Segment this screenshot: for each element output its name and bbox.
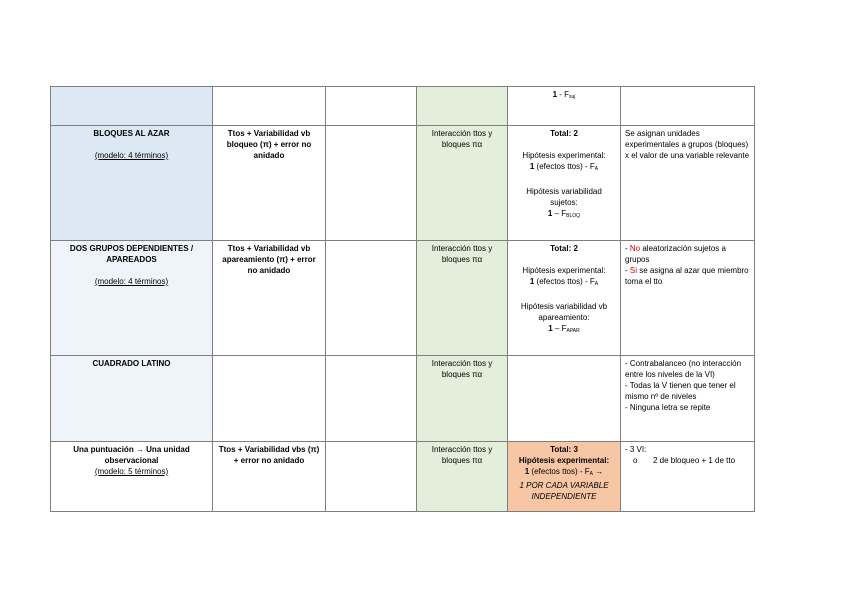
hyp-sub: A [589,471,594,477]
note-line [625,243,750,265]
notes-cell [621,126,755,241]
hypothesis-cell [508,241,621,356]
note-emphasis: Si [629,266,638,275]
note-dash: - [625,266,630,275]
note-text: se asigna al azar que miembro toma el tto [625,266,749,286]
hyp-text: – F [552,324,567,333]
notes-cell [621,87,755,126]
hyp-sub: APAR [566,328,580,334]
hypothesis-cell [508,126,621,241]
note-line: - Contrabalanceo (no interacción entre los niveles de la VI) [625,359,742,379]
interaction-cell [417,241,508,356]
hyp-sub: suj [569,94,576,100]
total-label: Total: 2 [550,244,578,253]
table-row [51,442,755,512]
model-terms: (modelo: 4 términos) [94,277,169,286]
hyp-text: - F [557,90,570,99]
hyp-var-label: Hipótesis variabilidad sujetos: [526,187,602,207]
interaction-cell [417,356,508,442]
hyp-sub: A [594,281,599,287]
terms-cell [213,356,326,442]
hyp-num: 1 [547,209,553,218]
interaction-text: Interacción ttos y bloques πα [431,129,493,149]
total-label: Total: 2 [550,129,578,138]
design-table [50,86,755,512]
note-line: - 3 VI: [625,445,647,454]
empty-cell [326,241,417,356]
hyp-var-label: Hipótesis variabilidad vb apareamiento: [520,302,608,322]
table-row [51,241,755,356]
hyp-num: 1 [529,277,535,286]
hyp-num: 1 [548,324,553,333]
note-dash: - [625,244,630,253]
empty-cell [326,126,417,241]
design-name-cell [51,241,213,356]
model-terms: (modelo: 5 términos) [94,467,169,476]
hyp-exp-label: Hipótesis experimental: [518,456,610,465]
hyp-sub: A [594,166,599,172]
design-name: DOS GRUPOS DEPENDIENTES / APAREADOS [69,244,194,264]
notes-text: Se asignan unidades experimentales a grupos (bloques) x el valor de una variable relevante [625,129,750,160]
hyp-sub: BLOQ [566,213,581,219]
arrow-symbol: → [593,467,604,476]
notes-cell [621,356,755,442]
design-name-cell [51,442,213,512]
hyp-exp-label: Hipótesis experimental: [522,266,606,275]
design-name: BLOQUES AL AZAR [93,129,170,138]
hyp-num: 1 [524,467,530,476]
table-row [51,126,755,241]
hypothesis-cell [508,87,621,126]
terms-text: Ttos + Variabilidad vbs (π) + error no anidado [218,445,320,465]
hyp-text: (efectos ttos) - F [534,277,595,286]
hyp-text: – F [552,209,567,218]
note-line: - Ninguna letra se repite [625,403,711,412]
note-emphasis: No [629,244,641,253]
empty-cell [326,442,417,512]
terms-text: Ttos + Variabilidad vb apareamiento (π) + error no anidado [222,244,316,275]
hyp-exp-label: Hipótesis experimental: [522,151,606,160]
design-name-cell [51,87,213,126]
hyp-text: (efectos ttos) - F [534,162,595,171]
hypothesis-cell [508,442,621,512]
empty-cell [326,356,417,442]
table-row [51,356,755,442]
hyp-text: (efectos ttos) - F [529,467,590,476]
table-row [51,87,755,126]
hypothesis-cell [508,356,621,442]
note-line [625,265,750,287]
model-terms: (modelo: 4 términos) [94,151,169,160]
terms-cell [213,241,326,356]
hyp-num: 1 [552,90,558,99]
terms-text: Ttos + Variabilidad vb bloqueo (π) + error no anidado [226,129,312,160]
terms-cell [213,87,326,126]
total-label: Total: 3 [550,445,578,454]
terms-cell [213,126,326,241]
hyp-num: 1 [529,162,535,171]
list-item: o 2 de bloqueo + 1 de tto [653,455,750,466]
interaction-cell [417,87,508,126]
terms-cell [213,442,326,512]
interaction-text: Interacción ttos y bloques πα [431,359,493,379]
bullet-list [625,455,750,466]
notes-cell [621,442,755,512]
interaction-text: Interacción ttos y bloques πα [431,244,493,264]
design-name: Una puntuación → Una unidad observacional [73,445,190,465]
design-name-cell [51,356,213,442]
empty-cell [326,87,417,126]
design-name-cell [51,126,213,241]
note-text: aleatorización sujetos a grupos [625,244,726,264]
interaction-cell [417,126,508,241]
hyp-extra: 1 POR CADA VARIABLE INDEPENDIENTE [519,481,609,501]
interaction-cell [417,442,508,512]
design-name: CUADRADO LATINO [92,359,171,368]
interaction-text: Interacción ttos y bloques πα [431,445,493,465]
notes-cell [621,241,755,356]
note-line: - Todas la V tienen que tener el mismo nº de niveles [625,381,736,401]
